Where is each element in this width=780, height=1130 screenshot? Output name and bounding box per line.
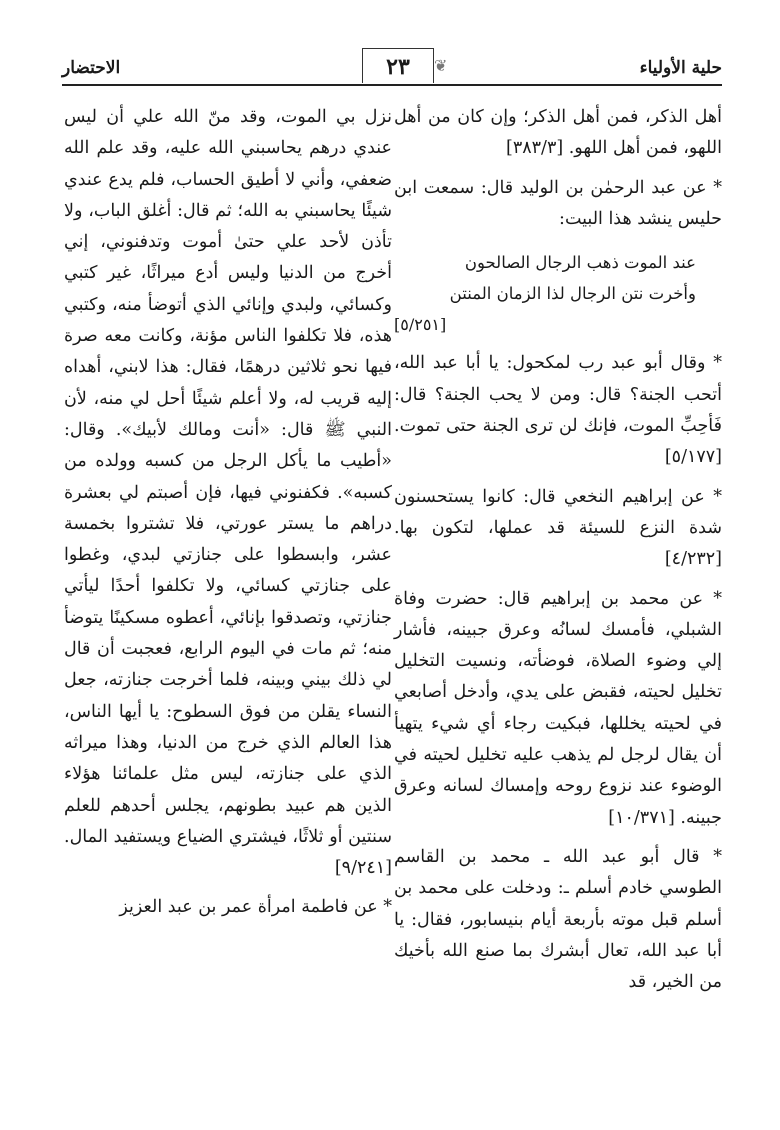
paragraph: * عن عبد الرحمٰن بن الوليد قال: سمعت ابن حليس ينشد هذا البيت: (394, 177, 722, 229)
paragraph: * عن محمد بن إبراهيم قال: حضرت وفاة الشبلي، فأمسك لسانُه وعرق جبينه، فأشار إلي وضوء الصلاة، فوضأته، ونسيت التخليل تخليل لحيته، فقبض على يدي، وأدخل أصابعي في لحيته يخللها، فبكيت رجاء أي شيء يتهيأ أن يقال لرجل لم يذهب عليه تخليل لحيته في الوضوء عند نزوع روحه وإمساك لسانه وعرق جبينه. [١٠/٣٧١] (394, 588, 722, 828)
right-column (394, 102, 722, 998)
citation: [٥/٢٥١] (394, 315, 447, 335)
ornament-icon: ❦ (434, 56, 448, 75)
page-number: ٢٣ (386, 54, 410, 80)
paragraph: * قال أبو عبد الله ـ محمد بن القاسم الطوسي خادم أسلم ـ: ودخلت على محمد بن أسلم قبل موته بأربعة أيام بنيسابور، فقال: يا أبا عبد الله، تعال أبشرك بما صنع الله بأخيك من الخير، قد (394, 846, 722, 993)
poem-line: وأخرت نتن الرجال لذا الزمان المنتن (449, 284, 696, 304)
paragraph: * عن إبراهيم النخعي قال: كانوا يستحسنون شدة النزع للسيئة قد عملها، لتكون بها. [٤/٢٣٢] (394, 486, 722, 570)
header-rule (62, 84, 722, 86)
poem-line: عند الموت ذهب الرجال الصالحون (464, 253, 696, 273)
running-title-chapter: الاحتضار (62, 58, 121, 78)
poem-verse (394, 247, 722, 309)
paragraph: * عن فاطمة امرأة عمر بن عبد العزيز (119, 897, 392, 918)
running-title-book: حلية الأولياء (639, 58, 722, 78)
paragraph: أهل الذكر، فمن أهل الذكر؛ وإن كان من أهل اللهو، فمن أهل اللهو. [٣٨٣/٣] (394, 107, 722, 159)
paragraph: * وقال أبو عبد رب لمكحول: يا أبا عبد الله، أتحب الجنة؟ قال: ومن لا يحب الجنة؟ قال: فَأحِبِّ الموت، فإنك لن ترى الجنة حتى تموت. [٥/١٧٧] (394, 353, 722, 468)
page-number-box (362, 48, 434, 83)
left-column (64, 102, 392, 924)
paragraph: نزل بي الموت، وقد منّ الله علي أن ليس عندي درهم يحاسبني الله عليه، وقد علم الله ضعفي، وأني لا أطيق الحساب، فلم يدع عندي شيئًا يحاسبني به الله؛ ثم قال: أغلق الباب، ولا تأذن لأحد علي حتىٰ أموت وتدفنوني، إني أخرج من الدنيا وليس أدع ميراثًا، غير كتبي وكسائي، ولبدي وإنائي الذي أتوضأ منه، وكتبي هذه، فلا تكلفوا الناس مؤنة، وكانت معه صرة فيها نحو ثلاثين درهمًا، فقال: هذا لابني، أهداه إليه قريب له، ولا أعلم شيئًا أحل لي منه، لأن النبي ﷺ قال: «أنت ومالك لأبيك». وقال: «أطيب ما يأكل الرجل من كسبه وولده من كسبه». فكفنوني فيها، فإن أصبتم لي بعشرة دراهم ما يستر عورتي، فلا تشتروا بخمسة عشر، وابسطوا على جنازتي لبدي، وغطوا على جنازتي كسائي، ولا تكلفوا أحدًا ليأتي جنازتي، وتصدقوا بإنائي، أعطوه مسكينًا يتوضأ منه؛ ثم مات في اليوم الرابع، فعجبت أن قال لي ذلك بيني وبينه، فلما أخرجت جنازته، جعل النساء يقلن من فوق السطوح: يا أيها الناس، هذا العالم الذي خرج من الدنيا، وهذا ميراثه الذي على جنازته، ليس مثل علمائنا هؤلاء الذين هم عبيد بطونهم، يجلس أحدهم للعلم سنتين أو ثلاثًا، فيشتري الضياع ويستفيد المال. [٩/٢٤١] (64, 107, 392, 879)
page-header (62, 48, 722, 88)
